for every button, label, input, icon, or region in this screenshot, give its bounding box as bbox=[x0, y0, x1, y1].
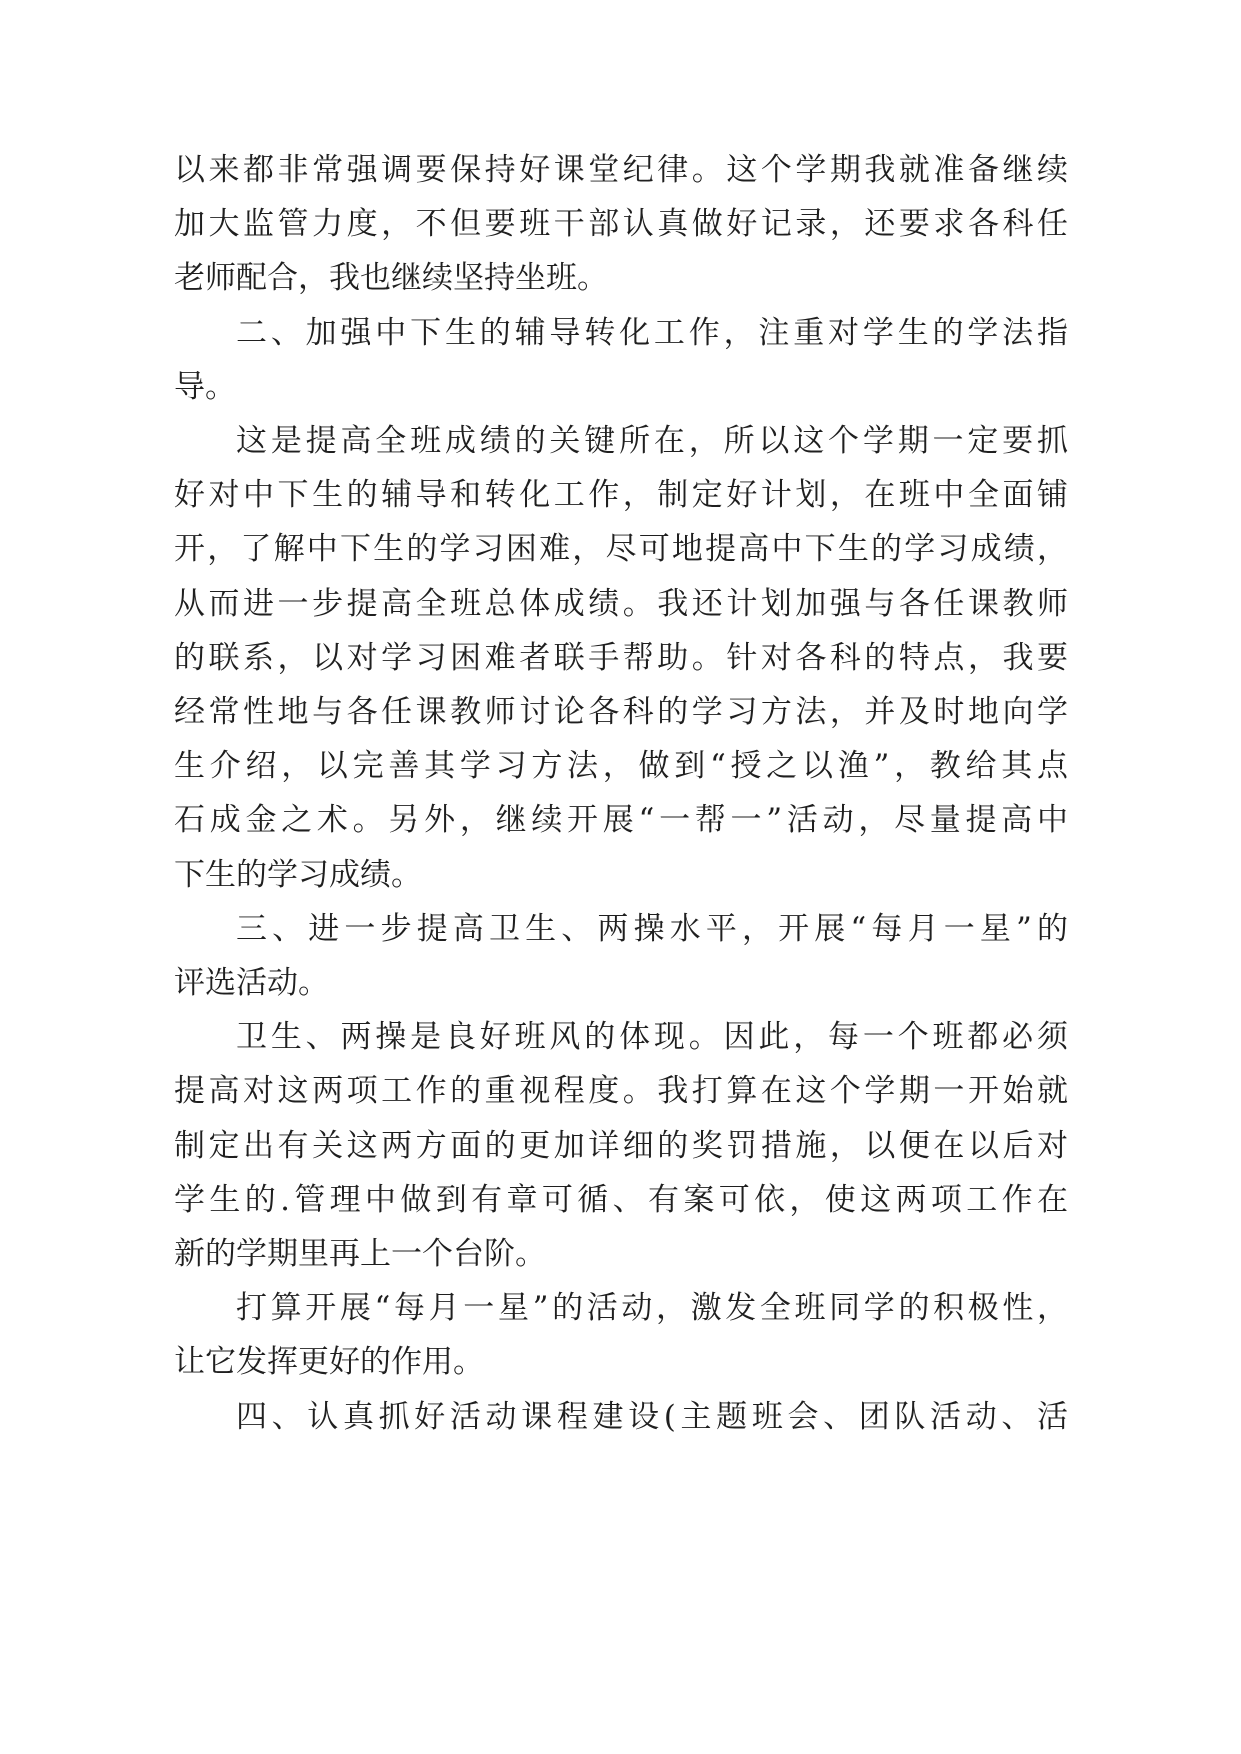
text-line: 从而进一步提高全班总体成绩。我还计划加强与各任课教师 bbox=[174, 586, 1068, 622]
text-line: 下生的学习成绩。 bbox=[174, 857, 422, 893]
text-line: 四、认真抓好活动课程建设(主题班会、团队活动、活 bbox=[236, 1399, 1068, 1435]
text-line: 评选活动。 bbox=[174, 965, 329, 1001]
text-line: 好对中下生的辅导和转化工作，制定好计划，在班中全面铺 bbox=[174, 477, 1068, 513]
text-line: 开，了解中下生的学习困难，尽可地提高中下生的学习成绩， bbox=[174, 531, 1068, 567]
text-line: 学生的.管理中做到有章可循、有案可依，使这两项工作在 bbox=[174, 1182, 1068, 1218]
text-line: 经常性地与各任课教师讨论各科的学习方法，并及时地向学 bbox=[174, 694, 1068, 730]
text-line: 这是提高全班成绩的关键所在，所以这个学期一定要抓 bbox=[236, 423, 1068, 459]
text-line: 新的学期里再上一个台阶。 bbox=[174, 1236, 546, 1272]
text-line: 加大监管力度，不但要班干部认真做好记录，还要求各科任 bbox=[174, 206, 1068, 242]
text-line: 让它发挥更好的作用。 bbox=[174, 1344, 484, 1380]
text-line: 提高对这两项工作的重视程度。我打算在这个学期一开始就 bbox=[174, 1073, 1068, 1109]
text-line: 卫生、两操是良好班风的体现。因此，每一个班都必须 bbox=[236, 1019, 1068, 1055]
text-line: 以来都非常强调要保持好课堂纪律。这个学期我就准备继续 bbox=[174, 152, 1068, 188]
text-line: 二、加强中下生的辅导转化工作，注重对学生的学法指 bbox=[236, 315, 1068, 351]
text-line: 打算开展“每月一星”的活动，激发全班同学的积极性， bbox=[236, 1290, 1068, 1326]
text-line: 制定出有关这两方面的更加详细的奖罚措施，以便在以后对 bbox=[174, 1128, 1068, 1164]
text-line: 三、进一步提高卫生、两操水平，开展“每月一星”的 bbox=[236, 911, 1068, 947]
text-line: 生介绍，以完善其学习方法，做到“授之以渔”，教给其点 bbox=[174, 748, 1068, 784]
text-line: 的联系，以对学习困难者联手帮助。针对各科的特点，我要 bbox=[174, 640, 1068, 676]
text-line: 导。 bbox=[174, 369, 236, 405]
text-line: 老师配合，我也继续坚持坐班。 bbox=[174, 260, 608, 296]
text-line: 石成金之术。另外，继续开展“一帮一”活动，尽量提高中 bbox=[174, 802, 1068, 838]
